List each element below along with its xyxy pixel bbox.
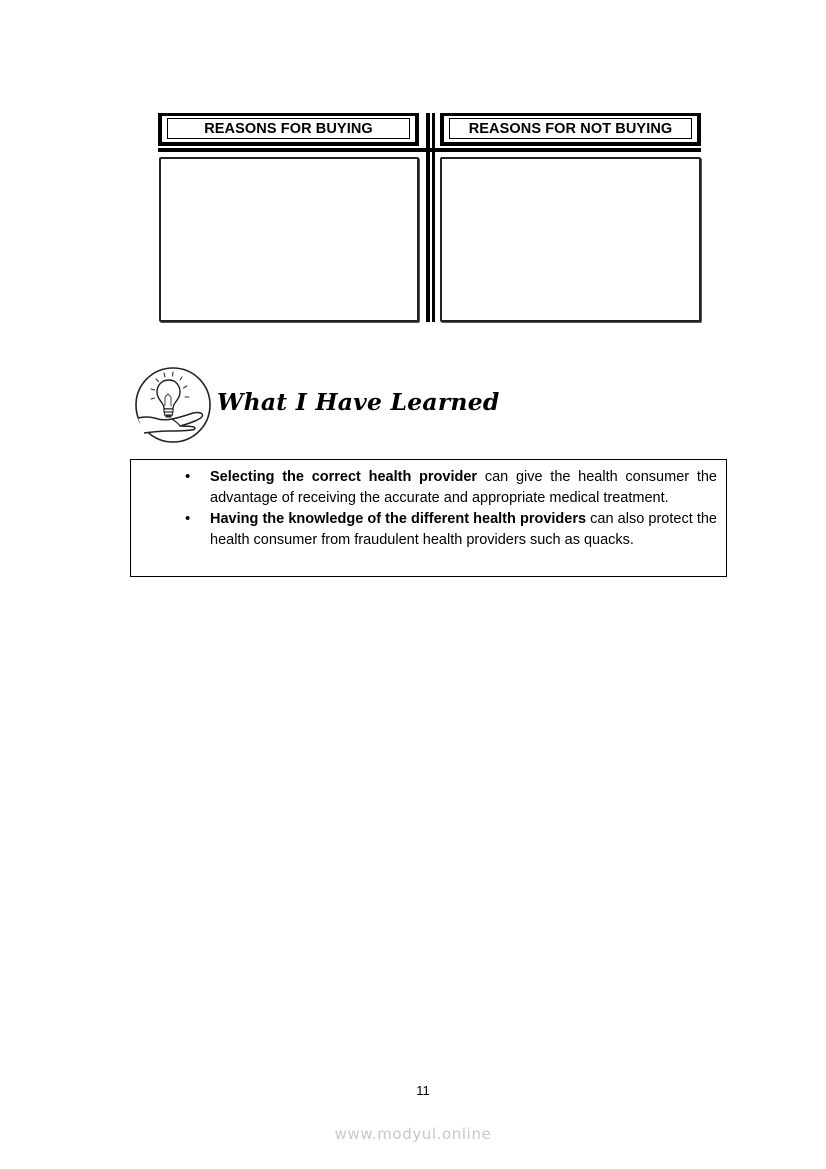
learned-item-text: can give the health consumer the advantage of receiving the accurate and appropriate medical treatment. [210,469,717,506]
left-divider [158,148,419,152]
lightbulb-in-hand-icon [134,366,212,444]
learned-box [130,459,727,577]
page-number: 11 [416,1083,430,1098]
not-buying-header-label: REASONS FOR NOT BUYING [449,118,692,139]
learned-item [181,467,717,508]
buying-header-label: REASONS FOR BUYING [167,118,410,139]
learned-item-text: can also protect the health consumer from fraudulent health providers such as quacks. [210,511,717,548]
bullet-icon: • [185,510,191,527]
learned-item-bold: Having the knowledge of the different health providers [210,511,587,527]
right-divider [440,148,701,152]
not-buying-header [440,113,701,146]
buying-answer-box[interactable] [159,157,419,322]
center-cross [419,148,440,152]
buying-header [158,113,419,146]
section-title: What I Have Learned [217,388,500,416]
watermark: www.modyul.online [334,1125,492,1143]
learned-item-bold: Selecting the correct health provider [210,469,478,485]
not-buying-answer-box[interactable] [440,157,701,322]
learned-item [181,509,717,550]
center-bar-left [426,113,430,322]
bullet-icon: • [185,468,191,485]
center-bar-right [432,113,435,322]
learned-list [181,467,717,551]
